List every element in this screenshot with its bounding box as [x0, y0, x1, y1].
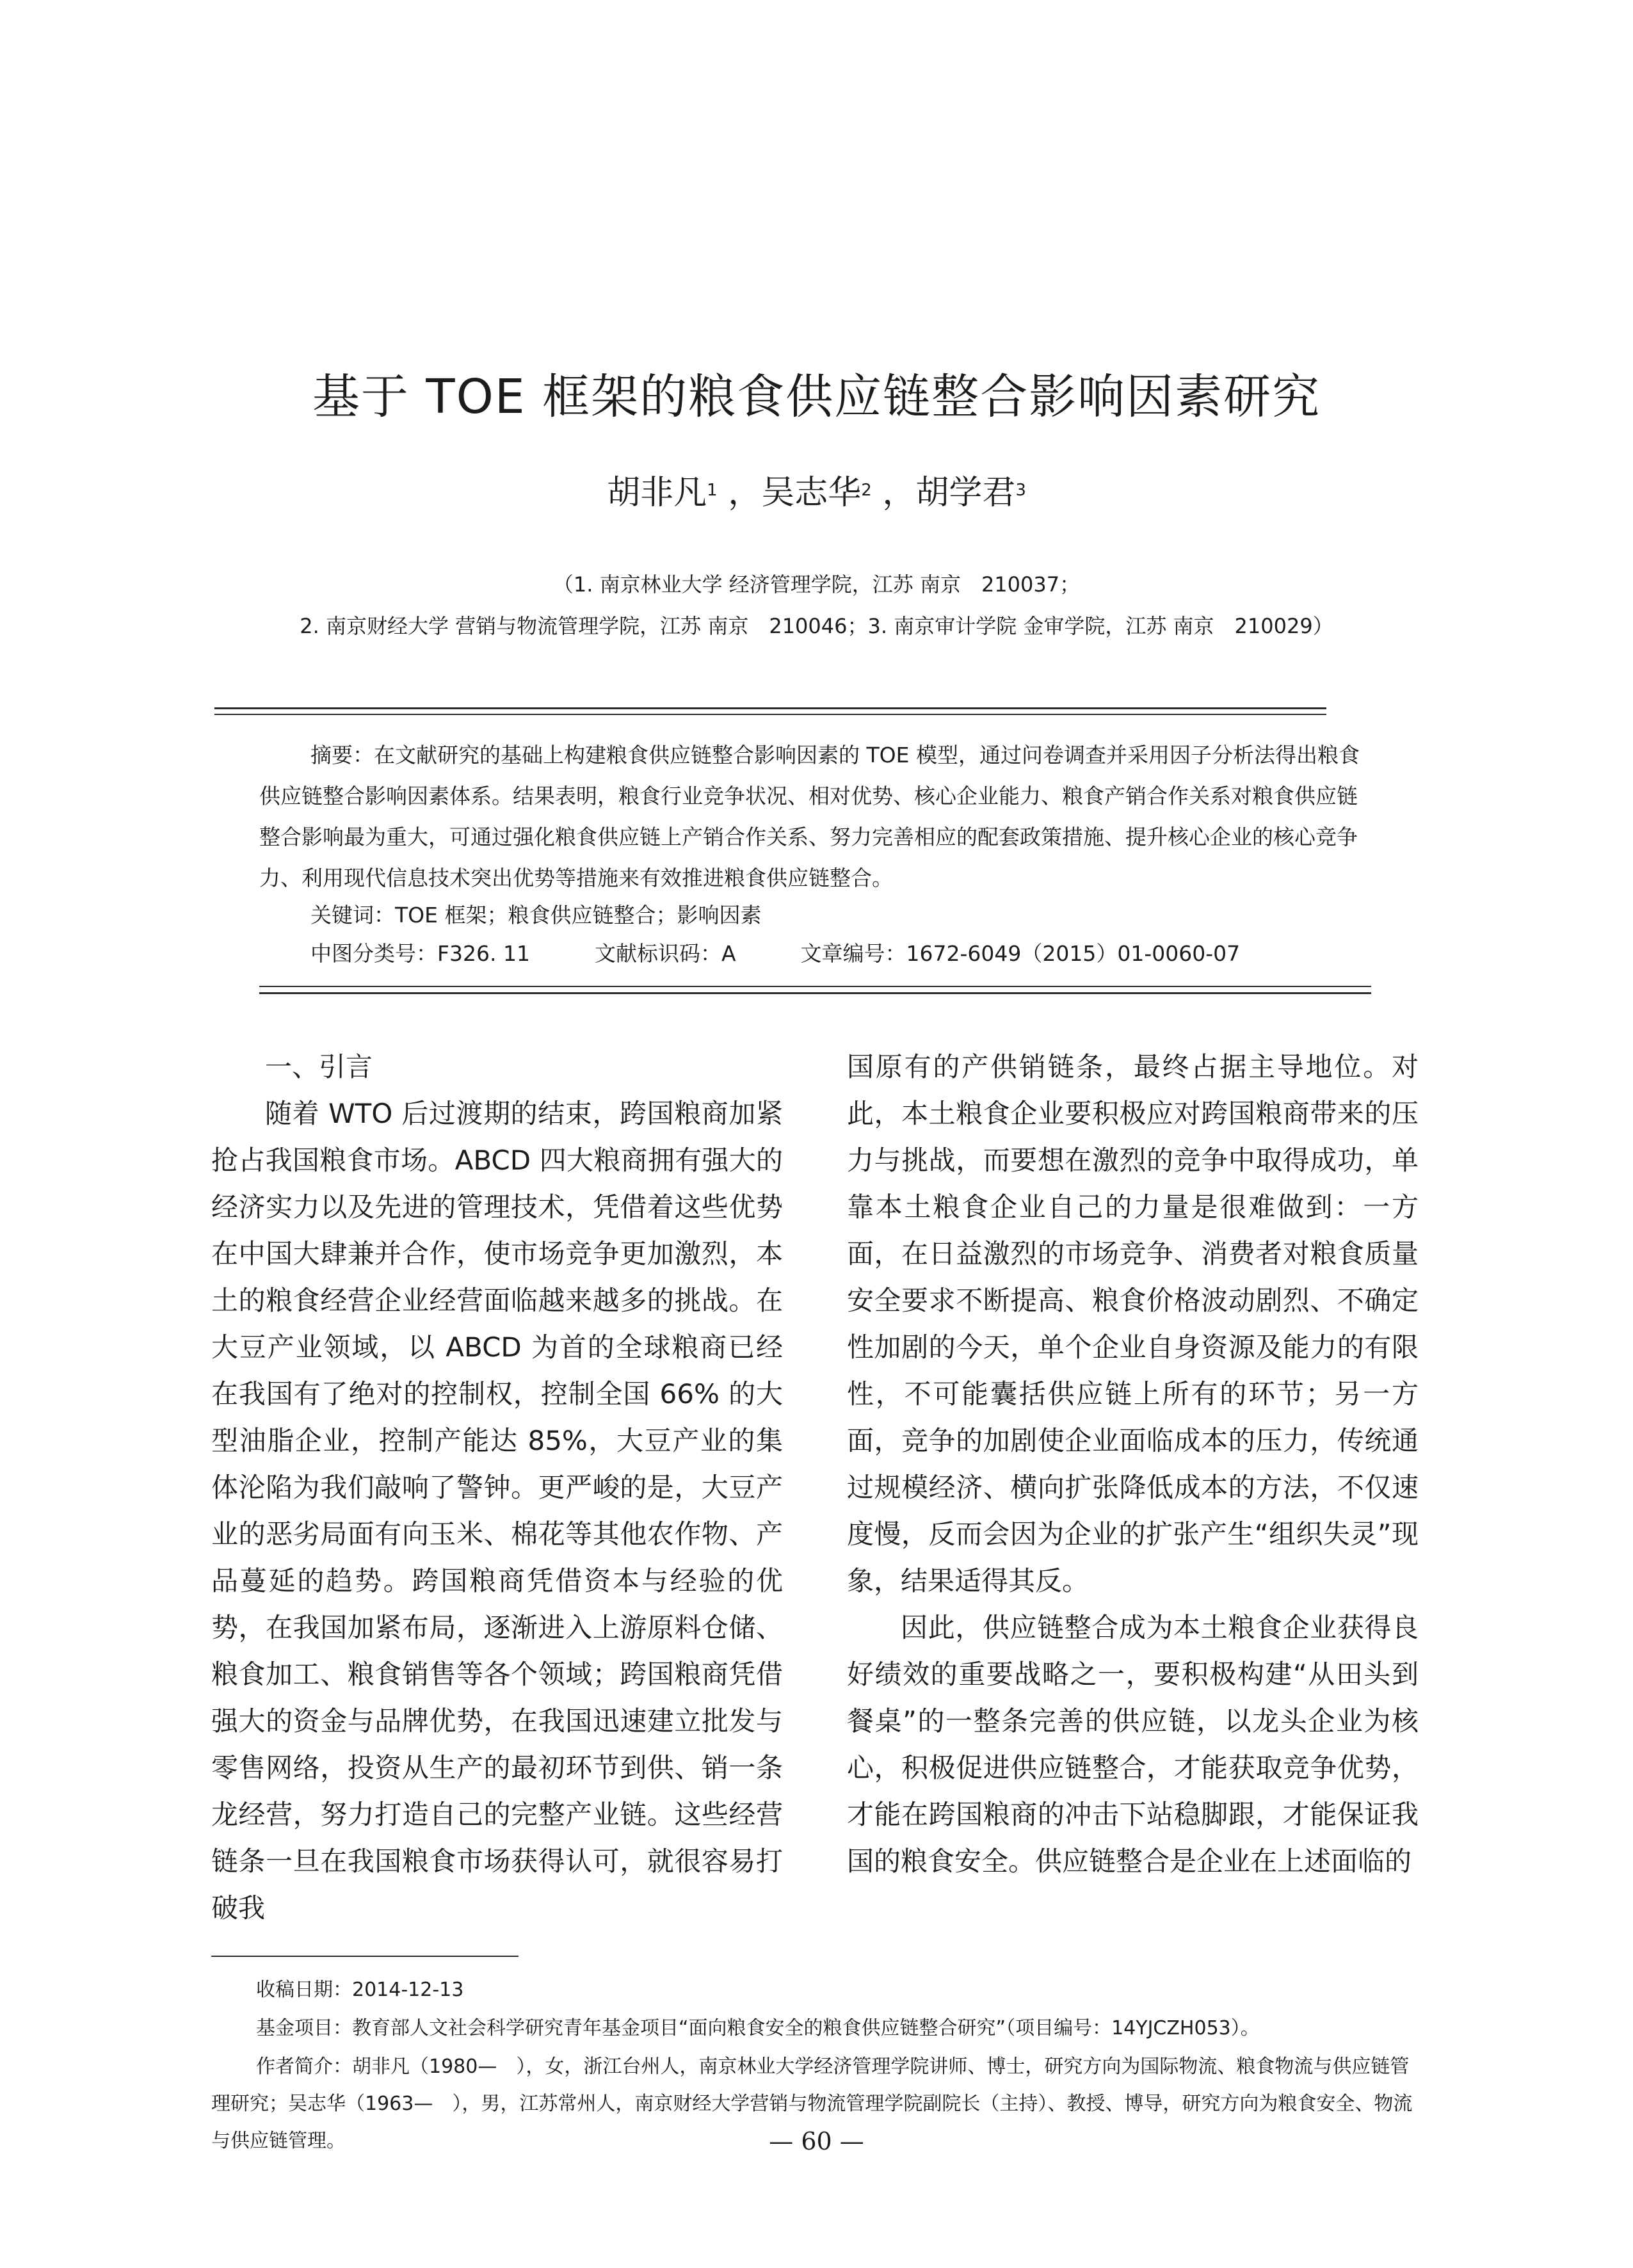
footnote-received-date: 收稿日期：2014-12-13	[256, 1979, 464, 2001]
section-heading: 一、引言	[265, 1051, 373, 1082]
body-paragraph: 国原有的产供销链条，最终占据主导地位。对此，本土粮食企业要积极应对跨国粮商带来的压力与挑战，而要想在激烈的竞争中取得成功，单靠本土粮食企业自己的力量是很难做到：一方面，在日益激烈的市场竞争、消费者对粮食质量安全要求不断提高、粮食价格波动剧烈、不确定性加剧的今天，单个企业自身资源及能力的有限性，不可能囊括供应链上所有的环节；另一方面，竞争的加剧使企业面临成本的压力，传统通过规模经济、横向扩张降低成本的方法，不仅速度慢，反而会因为企业的扩张产生“组织失灵”现象，结果适得其反。	[847, 1051, 1419, 1596]
body-right-column	[847, 1043, 1419, 1904]
author-affil-mark: 1	[707, 481, 718, 500]
paper-title: 基于 TOE 框架的粮食供应链整合影响因素研究	[312, 369, 1321, 424]
affiliation-line-2: 2. 南京财经大学 营销与物流管理学院，江苏 南京 210046；3. 南京审计学院 金审学院，江苏 南京 210029）	[300, 614, 1333, 638]
body-left-column	[211, 1043, 783, 1924]
author-sep: ，	[882, 474, 916, 512]
abstract-top-rule	[214, 707, 1326, 709]
body-paragraph: 随着 WTO 后过渡期的结束，跨国粮商加紧抢占我国粮食市场。ABCD 四大粮商拥有强大的经济实力以及先进的管理技术，凭借着这些优势在中国大肆兼并合作，使市场竞争更加激烈，本土的粮食经营企业经营面临越来越多的挑战。在大豆产业领域，以 ABCD 为首的全球粮商已经在我国有了绝对的控制权，控制全国 66% 的大型油脂企业，控制产能达 85%，大豆产业的集体沦陷为我们敲响了警钟。更严峻的是，大豆产业的恶劣局面有向玉米、棉花等其他农作物、产品蔓延的趋势。跨国粮商凭借资本与经验的优势，在我国加紧布局，逐渐进入上游原料仓储、粮食加工、粮食销售等各个领域；跨国粮商凭借强大的资金与品牌优势，在我国迅速建立批发与零售网络，投资从生产的最初环节到供、销一条龙经营，努力打造自己的完整产业链。这些经营链条一旦在我国粮食市场获得认可，就很容易打破我	[211, 1098, 783, 1924]
footnote-fund: 基金项目：教育部人文社会科学研究青年基金项目“面向粮食安全的粮食供应链整合研究”（项目编号：14YJCZH053）。	[256, 2017, 1260, 2039]
affiliation-line-1: （1. 南京林业大学 经济管理学院，江苏 南京 210037；	[552, 572, 1081, 597]
keywords: 关键词：TOE 框架；粮食供应链整合；影响因素	[310, 903, 762, 928]
author-sep: ，	[728, 474, 762, 512]
author-affil-mark: 3	[1015, 481, 1026, 500]
body-paragraph: 因此，供应链整合成为本土粮食企业获得良好绩效的重要战略之一，要积极构建“从田头到餐桌”的一整条完善的供应链，以龙头企业为核心，积极促进供应链整合，才能获取竞争优势，才能在跨国粮商的冲击下站稳脚跟，才能保证我国的粮食安全。供应链整合是企业在上述面临的	[847, 1612, 1419, 1877]
author-name: 胡学君	[915, 474, 1016, 512]
page-number: — 60 —	[769, 2127, 864, 2155]
abstract-text: 摘要：在文献研究的基础上构建粮食供应链整合影响因素的 TOE 模型，通过问卷调查并采用因子分析法得出粮食供应链整合影响因素体系。结果表明，粮食行业竞争状况、相对优势、核心企业能力、粮食产销合作关系对粮食供应链整合影响最为重大，可通过强化粮食供应链上产销合作关系、努力完善相应的配套政策措施、提升核心企业的核心竞争力、利用现代信息技术突出优势等措施来有效推进粮食供应链整合。	[259, 743, 1360, 890]
author-name: 吴志华	[761, 474, 862, 512]
abstract-bottom-rule-thin	[259, 986, 1371, 987]
author-affil-mark: 2	[861, 481, 872, 500]
article-number: 文章编号：1672-6049（2015）01-0060-07	[800, 941, 1241, 966]
author-name: 胡非凡	[607, 474, 707, 512]
abstract-top-rule-thin	[214, 714, 1326, 715]
document-code: 文献标识码：A	[594, 941, 736, 966]
footnote-author-info: 作者简介：胡非凡（1980— ），女，浙江台州人，南京林业大学经济管理学院讲师、博士，研究方向为国际物流、粮食物流与供应链管理研究；吴志华（1963— ），男，江苏常州人，南京财经大学营销与物流管理学院副院长（主持）、教授、博导，研究方向为粮食安全、物流与供应链管理。	[211, 2055, 1413, 2152]
author-list	[0, 467, 1633, 519]
classification-line	[310, 933, 1240, 974]
footnote-rule	[211, 1956, 519, 1957]
abstract-bottom-rule	[259, 992, 1371, 994]
abstract-block	[259, 735, 1373, 899]
clc-number: 中图分类号：F326. 11	[310, 941, 530, 966]
